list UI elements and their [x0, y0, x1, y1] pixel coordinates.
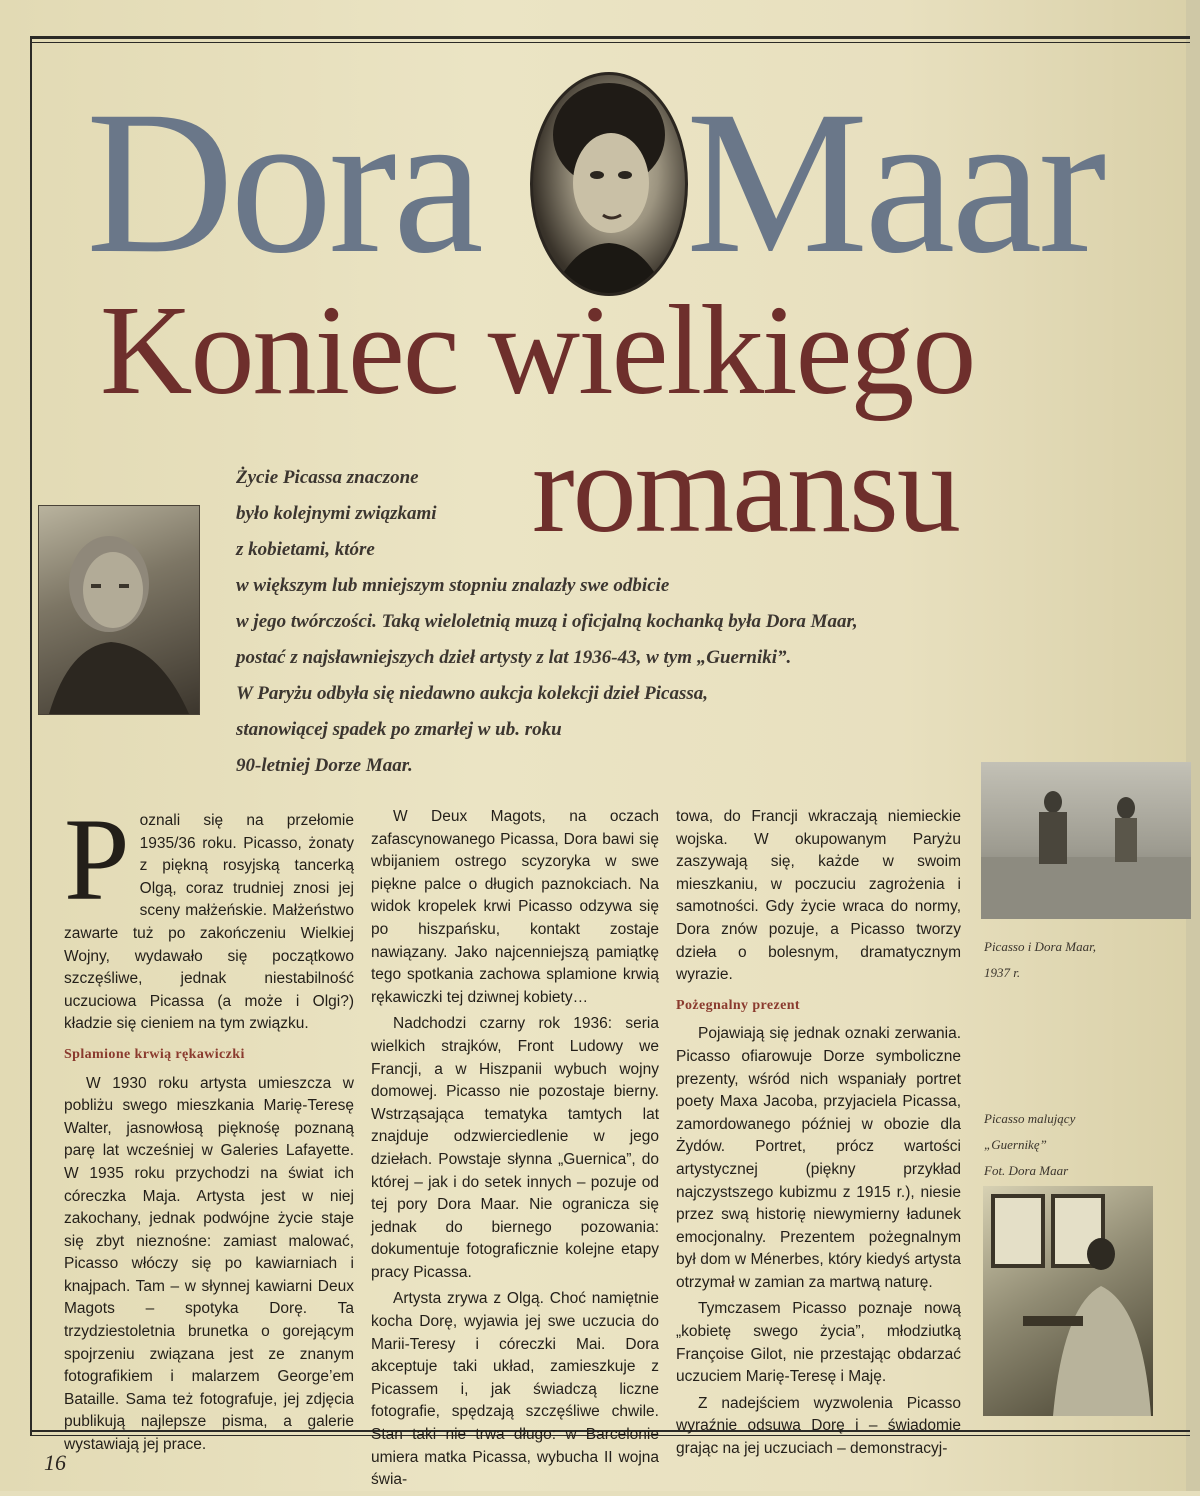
picasso-painting-photo	[983, 1186, 1153, 1416]
picasso-dora-sea-photo	[981, 762, 1191, 919]
caption-studio-line-2: „Guernikę”	[984, 1137, 1047, 1152]
next-page-edge	[1186, 0, 1200, 1491]
column-3	[676, 806, 961, 1465]
top-rule	[30, 36, 1190, 39]
caption-studio-line-1: Picasso malujący	[984, 1111, 1076, 1126]
lead-line-9: 90-letniej Dorze Maar.	[236, 755, 413, 776]
lead-line-6: postać z najsławniejszych dzieł artysty z lat 1936-43, w tym „Guerniki”.	[236, 647, 792, 668]
title-dora: Dora	[86, 69, 480, 296]
col2-paragraph-1: W Deux Magots, na oczach zafascynowanego Picassa, Dora bawi się wbijaniem ostrego scyzoryka w swe piękne palce o długich paznokciach. Na widok kropelek krwi Picasso odzywa się po hiszpańsku, kontakt zostaje nawiązany. Jako najcenniejszą pamiątkę tego spotkania zachowa splamione krwią rękawiczki tej dziwnej kobiety…	[371, 808, 659, 1006]
studio-photo-illustration	[983, 1186, 1153, 1416]
column-1	[64, 794, 354, 1461]
column-2	[371, 806, 659, 1496]
title-koniec-wielkiego: Koniec wielkiego	[100, 279, 975, 421]
picasso-photo-illustration	[39, 506, 199, 714]
left-rule	[30, 36, 32, 1436]
lead-line-1: Życie Picassa znaczone	[236, 467, 419, 488]
col3-paragraph-1: towa, do Francji wkraczają niemieckie wojska. W okupowanym Paryżu zaszywają się, każde w swoim mieszkaniu, w poczuciu zagrożenia i samotności. Gdy życie wraca do normy, Dora znów pozuje, a Picasso tworzy dzieła o bolesnym, dramatycznym wyrazie.	[676, 808, 961, 984]
sea-photo-illustration	[981, 762, 1191, 919]
col2-paragraph-2: Nadchodzi czarny rok 1936: seria wielkich strajków, Front Ludowy we Francji, a w Hiszpanii wybuch wojny domowej. Picasso nie pozostaje bierny. Wstrząsająca tematyka tamtych lat znajduje odzwierciedlenie w jego dziełach. Powstaje słynna „Guernica”, do której – jak i do setek innych – pozuje od tej pory Dora Maar. Nie ogranicza się jednak do biernego pozowania: dokumentuje fotograficznie kolejne etapy pracy Picassa.	[371, 1015, 659, 1281]
lead-line-2: było kolejnymi związkami	[236, 503, 437, 524]
col2-paragraph-3: Artysta zrywa z Olgą. Choć namiętnie kocha Dorę, wyjawia jej swe uczucia do Marii-Teresy i córeczki Mai. Dora akceptuje taki układ, zamieszkuje z Picassem i, jak świadczą liczne fotografie, spędzają szczęśliwe chwile. Stan taki nie trwa długo: w Barcelonie umiera matka Picassa, wybucha II wojna świa-	[371, 1290, 659, 1489]
caption-sea-line-1: Picasso i Dora Maar,	[984, 939, 1096, 954]
portrait-illustration	[533, 75, 685, 293]
lead-line-3: z kobietami, które	[236, 539, 375, 560]
title-romansu: romansu	[532, 417, 959, 559]
col3-paragraph-2: Pojawiają się jednak oznaki zerwania. Picasso ofiarowuje Dorze symboliczne prezenty, wśród nich wspaniały portret poety Maxa Jacoba, przyjaciela Picassa, zamordowanego później w obozie dla Żydów. Portret, prócz wartości artystycznej (piękny przykład najczystszego kubizmu z 1915 r.), niesie przez swą historię niewymierny ładunek emocjonalny. Prezentem pożegnalnym był dom w Ménerbes, który kiedyś artysta otrzymał w zamian za martwą naturę.	[676, 1025, 961, 1291]
lead-line-5: w jego twórczości. Taką wieloletnią muzą i oficjalną kochanką była Dora Maar,	[236, 611, 858, 632]
lead-line-8: stanowiącej spadek po zmarłej w ub. roku	[236, 719, 562, 740]
caption-sea-line-2: 1937 r.	[984, 965, 1021, 980]
caption-studio-line-3: Fot. Dora Maar	[984, 1163, 1069, 1178]
col1-paragraph-2: W 1930 roku artysta umieszcza w pobliżu swego mieszkania Marię-Teresę Walter, jasnowłosą pięknośę poznaną parę lat wcześniej w Galeries Lafayette. W 1935 roku przychodzi na świat ich córeczka Maja. Artysta jest w niej zakochany, jednak podwójne życie staje się zbyt nieznośne: zamiast malować, Picasso włóczy się po kawiarniach i knajpach. Tam – w słynnej kawiarni Deux Magots – spotyka Dorę. Ta trzydziestoletnia brunetka o gorejącym spojrzeniu związana jest ze znanym fotografikiem i malarzem George’em Bataille. Sama też fotografuje, jej zdjęcia publikują najlepsze pisma, a galerie wystawiają jej prace.	[64, 1074, 354, 1454]
lead-line-7: W Paryżu odbyła się niedawno aukcja kolekcji dzieł Picassa,	[236, 683, 709, 704]
subheading-pozegnalny: Pożegnalny prezent	[676, 997, 800, 1013]
page-number: 16	[44, 1450, 66, 1475]
col1-paragraph-1: oznali się na przełomie 1935/36 roku. Picasso, żonaty z piękną rosyjską tancerką Olgą, coraz trudniej znosi jej sceny małżeńskie. Małżeństwo zawarte tuż po zakończeniu Wielkiej Wojny, wydawało się początkowo szczęśliwe, jednak niestabilność uczuciowa Picassa (a może i Olgi?) kładzie się cieniem na tym związku.	[64, 812, 354, 1033]
lead-line-4: w większym lub mniejszym stopniu znalazły swe odbicie	[236, 575, 670, 596]
subheading-splamione: Splamione krwią rękawiczki	[64, 1046, 245, 1062]
col3-paragraph-3: Tymczasem Picasso poznaje nową „kobietę swego życia”, młodziutką Françoise Gilot, nie przestając obdarzać uczuciem Marię-Teresę i Maję.	[676, 1300, 961, 1386]
title-maar: Maar	[686, 69, 1103, 296]
dora-maar-portrait	[530, 72, 688, 296]
picasso-photo	[38, 505, 200, 715]
col3-paragraph-4: Z nadejściem wyzwolenia Picasso wyraźnie odsuwa Dorę i – świadomie grając na jej uczuciach – demonstracyj-	[676, 1394, 961, 1458]
drop-cap: P	[64, 794, 130, 925]
top-rule-thin	[30, 42, 1190, 43]
